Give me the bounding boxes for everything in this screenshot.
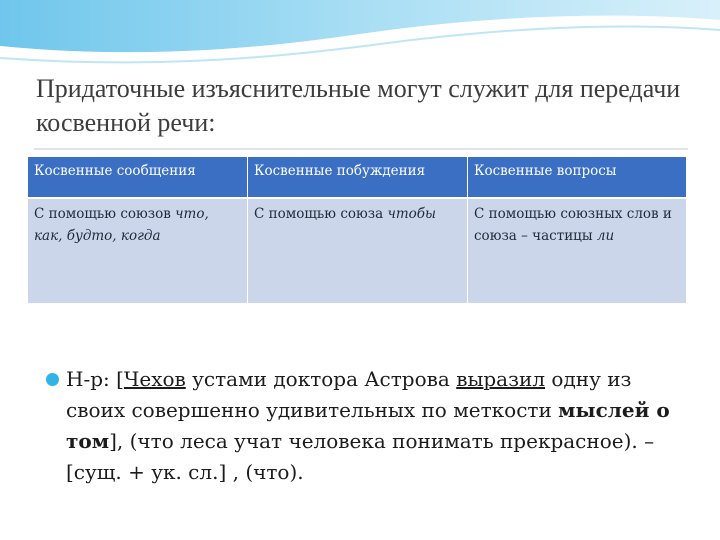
header-reported-commands: Косвенные побуждения — [248, 157, 468, 199]
cell-statements: С помощью союзов что, как, будто, когда — [28, 199, 248, 303]
example-bullet — [46, 364, 686, 488]
slide-title: Придаточные изъяснительные могут служит для передачи косвенной речи: — [36, 74, 681, 137]
decorative-wave — [0, 0, 720, 80]
cell-questions: С помощью союзных слов и союза – частицы ли — [468, 199, 686, 303]
bold-phrase: мыслей о том — [66, 398, 670, 453]
header-reported-statements: Косвенные сообщения — [28, 157, 248, 199]
predicate-word: выразил — [456, 367, 546, 391]
bullet-dot-icon — [46, 373, 59, 386]
subject-word: Чехов — [123, 367, 186, 391]
cell-commands: С помощью союза чтобы — [248, 199, 468, 303]
example-text: Н-р: [Чехов устами доктора Астрова выразил одну из своих совершенно удивительных по меткости мыслей о том], (что леса учат человека понимать прекрасное). – [сущ. + ук. сл.] , (что). — [66, 367, 670, 484]
table-header-row — [28, 157, 686, 199]
title-divider — [34, 148, 688, 150]
table-row — [28, 199, 686, 303]
header-reported-questions: Косвенные вопросы — [468, 157, 686, 199]
speech-table — [28, 157, 686, 303]
